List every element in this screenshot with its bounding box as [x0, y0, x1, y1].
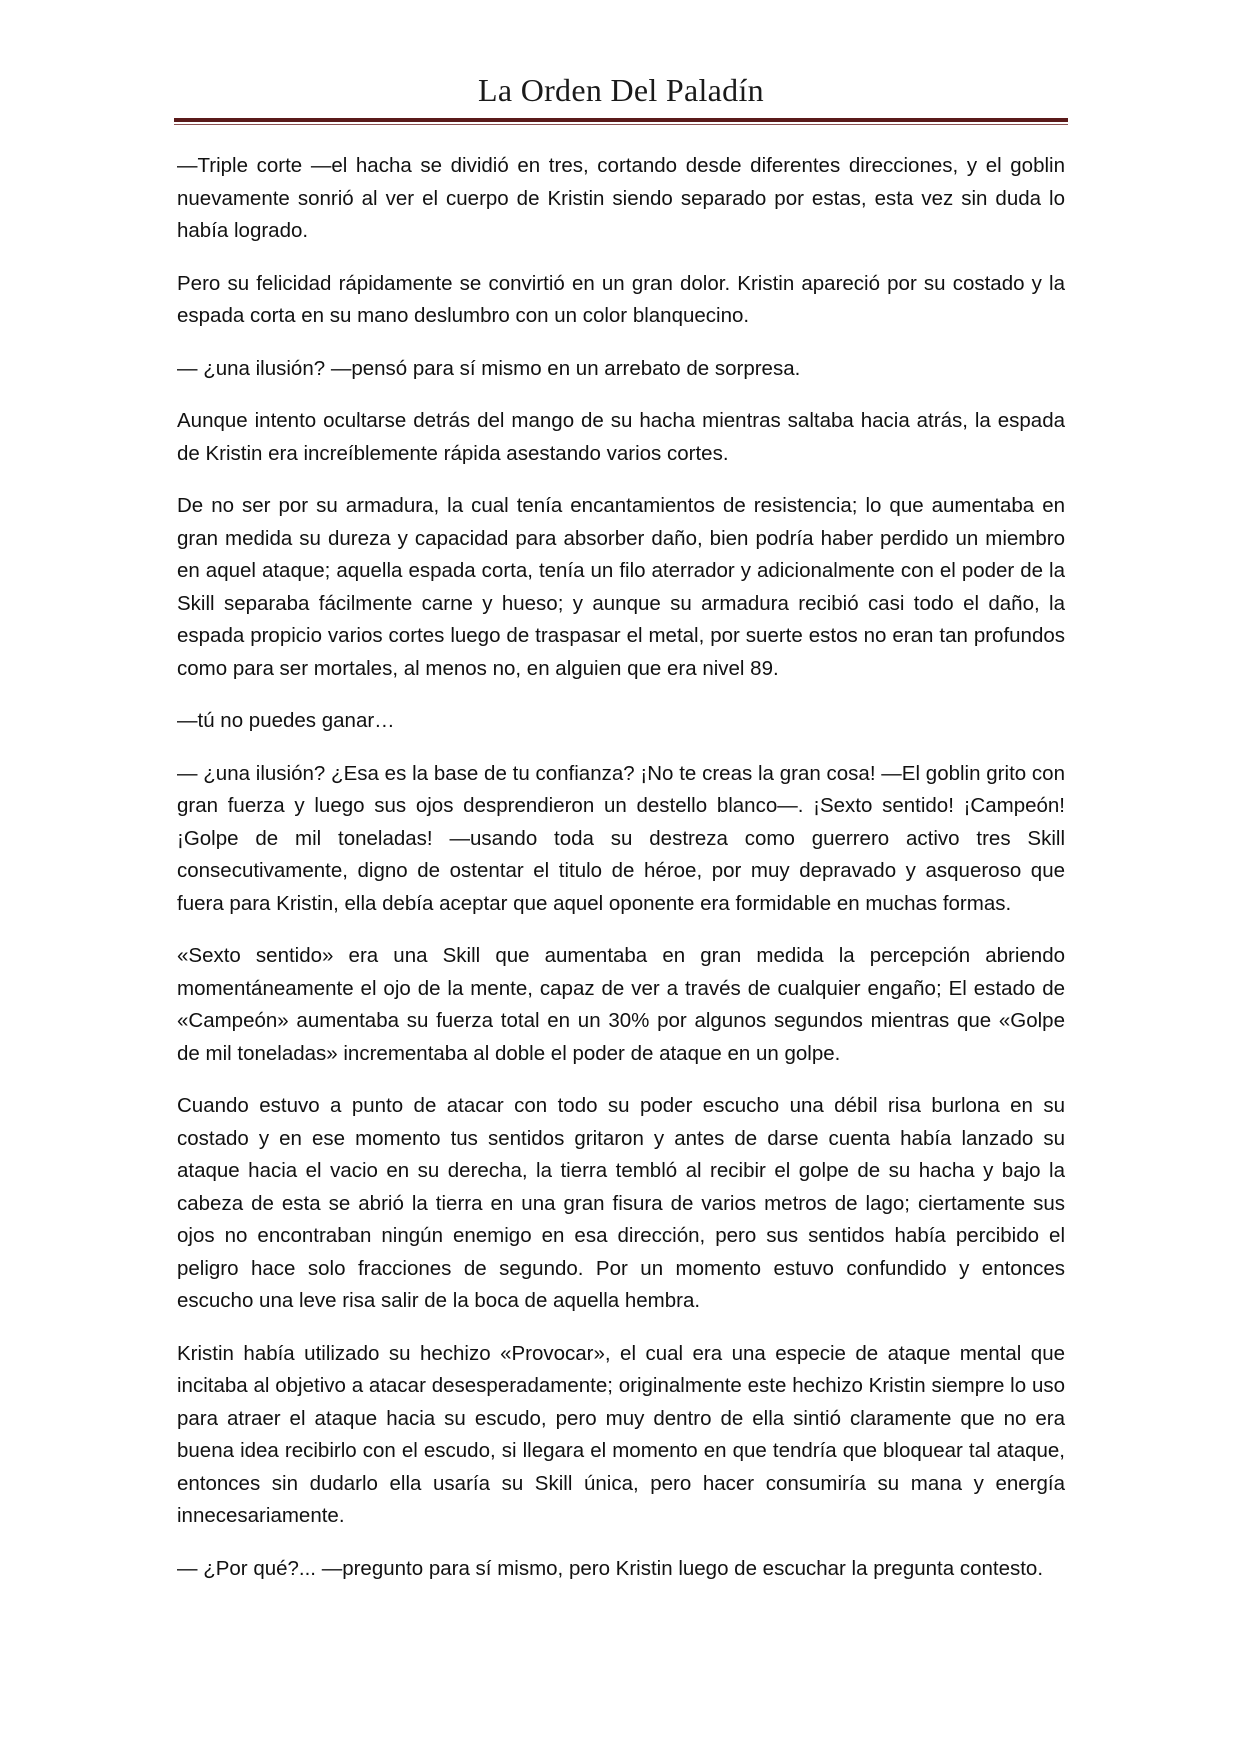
- paragraph-7: — ¿una ilusión? ¿Esa es la base de tu confianza? ¡No te creas la gran cosa! —El goblin grito con gran fuerza y luego sus ojos desprendieron un destello blanco—. ¡Sexto sentido! ¡Campeón! ¡Golpe de mil toneladas! —usando toda su destreza como guerrero activo tres Skill consecutivamente, digno de ostentar el titulo de héroe, por muy depravado y asqueroso que fuera para Kristin, ella debía aceptar que aquel oponente era formidable en muchas formas.: [177, 761, 1065, 915]
- paragraph-6: —tú no puedes ganar…: [177, 709, 395, 732]
- paragraph-3: — ¿una ilusión? —pensó para sí mismo en un arrebato de sorpresa.: [177, 356, 801, 380]
- paragraph-9: Cuando estuvo a punto de atacar con todo su poder escucho una débil risa burlona en su costado y en ese momento tus sentidos gritaron y antes de darse cuenta había lanzado su ataque hacia el vacio en su derecha, la tierra tembló al recibir el golpe de su hacha y bajo la cabeza de esta se abrió la tierra en una gran fisura de varios metros de lago; ciertamente sus ojos no encontraban ningún enemigo en esa dirección, pero sus sentidos había percibido el peligro hace solo fracciones de segundo. Por un momento estuvo confundido y entonces escucho una leve risa salir de la boca de aquella hembra.: [177, 1094, 1065, 1312]
- paragraph-10: Kristin había utilizado su hechizo «Provocar», el cual era una especie de ataque mental que incitaba al objetivo a atacar desesperadamente; originalmente este hechizo Kristin siempre lo uso para atraer el ataque hacia su escudo, pero muy dentro de ella sintió claramente que no era buena idea recibirlo con el escudo, si llegara el momento en que tendría que bloquear tal ataque, entonces sin dudarlo ella usaría su Skill única, pero hacer consumiría su mana y energía innecesariamente.: [177, 1341, 1065, 1527]
- page-header: [174, 70, 1068, 125]
- paragraph-8: «Sexto sentido» era una Skill que aumentaba en gran medida la percepción abriendo momentáneamente el ojo de la mente, capaz de ver a través de cualquier engaño; El estado de «Campeón» aumentaba su fuerza total en un 30% por algunos segundos mientras que «Golpe de mil toneladas» incrementaba al doble el poder de ataque en un golpe.: [177, 944, 1065, 1065]
- page-title: La Orden Del Paladín: [478, 72, 764, 108]
- paragraph-11: — ¿Por qué?... —pregunto para sí mismo, pero Kristin luego de escuchar la pregunta contesto.: [177, 1556, 1044, 1580]
- paragraph-5: De no ser por su armadura, la cual tenía encantamientos de resistencia; lo que aumentaba en gran medida su dureza y capacidad para absorber daño, bien podría haber perdido un miembro en aquel ataque; aquella espada corta, tenía un filo aterrador y adicionalmente con el poder de la Skill separaba fácilmente carne y hueso; y aunque su armadura recibió casi todo el daño, la espada propicio varios cortes luego de traspasar el metal, por suerte estos no eran tan profundos como para ser mortales, al menos no, en alguien que era nivel 89.: [177, 494, 1065, 680]
- document-body: [177, 150, 1065, 1605]
- paragraph-2: Pero su felicidad rápidamente se convirtió en un gran dolor. Kristin apareció por su costado y la espada corta en su mano deslumbro con un color blanquecino.: [177, 271, 1065, 327]
- paragraph-1: —Triple corte —el hacha se dividió en tres, cortando desde diferentes direcciones, y el goblin nuevamente sonrió al ver el cuerpo de Kristin siendo separado por estas, esta vez sin duda lo había logrado.: [177, 154, 1065, 242]
- header-divider: [174, 118, 1068, 125]
- paragraph-4: Aunque intento ocultarse detrás del mango de su hacha mientras saltaba hacia atrás, la espada de Kristin era increíblemente rápida asestando varios cortes.: [177, 409, 1065, 465]
